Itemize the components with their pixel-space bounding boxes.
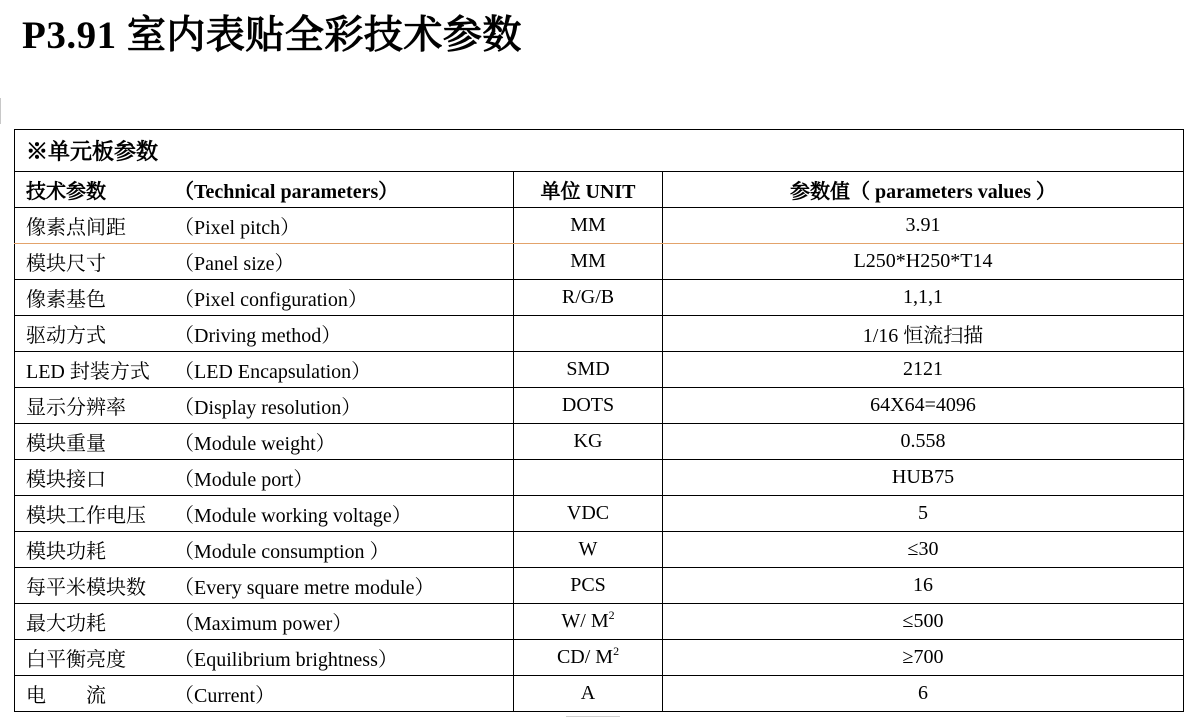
parameter-name-en: （Module consumption ） — [174, 541, 390, 563]
parameter-value: L250*H250*T14 — [663, 244, 1184, 280]
parameter-unit — [514, 604, 663, 640]
parameter-name-en: （Every square metre module） — [174, 577, 435, 599]
parameter-unit-text: VDC — [566, 502, 610, 524]
parameter-name — [15, 388, 514, 424]
header-value: 参数值（ parameters values ） — [663, 172, 1184, 208]
parameter-value: ≥700 — [663, 640, 1184, 676]
margin-mark — [1184, 388, 1185, 440]
parameter-unit-text: W — [578, 538, 598, 560]
parameter-name-cn: 电 流 — [26, 685, 106, 707]
parameter-unit-text: PCS — [570, 574, 606, 596]
header-unit: 单位 UNIT — [514, 172, 663, 208]
parameter-value: 2121 — [663, 352, 1184, 388]
table-row — [15, 388, 1184, 424]
parameter-name-en: （Module port） — [174, 469, 314, 491]
parameter-unit-text: CD/ M — [556, 646, 614, 668]
table-row — [15, 532, 1184, 568]
parameter-name-cn: 模块功耗 — [26, 541, 106, 563]
parameter-unit — [514, 640, 663, 676]
parameter-unit — [514, 496, 663, 532]
header-parameter-cn: 技术参数 — [26, 181, 106, 203]
parameter-name — [15, 568, 514, 604]
parameter-value: 6 — [663, 676, 1184, 712]
parameter-unit — [514, 316, 663, 352]
parameter-unit-text: A — [580, 682, 596, 704]
parameter-unit-text: SMD — [566, 358, 610, 380]
parameter-name-cn: 显示分辨率 — [26, 397, 126, 419]
parameter-name — [15, 280, 514, 316]
table-row — [15, 352, 1184, 388]
page-title: P3.91 室内表贴全彩技术参数 — [22, 14, 522, 57]
parameter-name-cn: 驱动方式 — [26, 325, 106, 347]
parameter-value: 1/16 恒流扫描 — [663, 316, 1184, 352]
parameter-name-cn: 模块尺寸 — [26, 253, 106, 275]
parameter-name — [15, 496, 514, 532]
unit-superscript: 2 — [613, 644, 620, 658]
parameter-unit — [514, 280, 663, 316]
table-row — [15, 676, 1184, 712]
table-row — [15, 568, 1184, 604]
unit-superscript: 2 — [608, 608, 615, 622]
parameter-name-cn: 模块工作电压 — [26, 505, 146, 527]
parameter-unit-text: W/ M — [561, 610, 609, 632]
table-row — [15, 244, 1184, 280]
parameter-name — [15, 424, 514, 460]
parameter-name-en: （Pixel configuration） — [174, 289, 368, 311]
parameter-unit — [514, 568, 663, 604]
parameter-name-en: （Display resolution） — [174, 397, 362, 419]
parameter-unit-text: R/G/B — [561, 286, 615, 308]
table-row — [15, 424, 1184, 460]
table-row — [15, 460, 1184, 496]
parameter-name-en: （Equilibrium brightness） — [174, 649, 398, 671]
parameter-value: 16 — [663, 568, 1184, 604]
parameter-value: 3.91 — [663, 208, 1184, 244]
table-row — [15, 316, 1184, 352]
parameter-name-en: （Module working voltage） — [174, 505, 412, 527]
parameter-unit — [514, 388, 663, 424]
parameter-name-en: （Driving method） — [174, 325, 342, 347]
highlight-line — [14, 243, 1183, 244]
parameter-name-en: （Maximum power） — [174, 613, 353, 635]
table-row — [15, 604, 1184, 640]
table-row — [15, 280, 1184, 316]
parameter-name-cn: 像素点间距 — [26, 217, 126, 239]
header-parameter-en: （Technical parameters） — [174, 181, 399, 203]
parameter-value: 5 — [663, 496, 1184, 532]
spec-table — [14, 129, 1184, 712]
parameter-name — [15, 244, 514, 280]
parameter-name — [15, 352, 514, 388]
section-title: ※单元板参数 — [15, 130, 1184, 172]
parameter-name-cn: 最大功耗 — [26, 613, 106, 635]
parameter-unit-text: MM — [570, 250, 606, 272]
parameter-name-cn: 每平米模块数 — [26, 577, 146, 599]
parameter-name-cn: 模块重量 — [26, 433, 106, 455]
parameter-name — [15, 208, 514, 244]
parameter-name-en: （Panel size） — [174, 253, 295, 275]
margin-mark — [566, 716, 620, 717]
parameter-name — [15, 460, 514, 496]
parameter-name-cn: LED 封装方式 — [26, 361, 150, 383]
parameter-unit — [514, 208, 663, 244]
parameter-unit — [514, 532, 663, 568]
parameter-unit — [514, 676, 663, 712]
parameter-value: 1,1,1 — [663, 280, 1184, 316]
table-row — [15, 208, 1184, 244]
parameter-name-cn: 像素基色 — [26, 289, 106, 311]
parameter-name — [15, 316, 514, 352]
header-parameter — [15, 172, 514, 208]
parameter-value: HUB75 — [663, 460, 1184, 496]
parameter-name-en: （Module weight） — [174, 433, 336, 455]
parameter-name-cn: 白平衡亮度 — [26, 649, 126, 671]
parameter-unit — [514, 244, 663, 280]
parameter-value: 64X64=4096 — [663, 388, 1184, 424]
parameter-unit — [514, 460, 663, 496]
parameter-value: ≤30 — [663, 532, 1184, 568]
parameter-unit-text: KG — [573, 430, 603, 452]
parameter-name — [15, 676, 514, 712]
parameter-name — [15, 604, 514, 640]
parameter-name-en: （Current） — [174, 685, 276, 707]
parameter-unit — [514, 352, 663, 388]
parameter-name — [15, 640, 514, 676]
parameter-name — [15, 532, 514, 568]
parameter-name-en: （Pixel pitch） — [174, 217, 301, 239]
section-header-row — [15, 130, 1184, 172]
parameter-value: 0.558 — [663, 424, 1184, 460]
parameter-unit-text: DOTS — [561, 394, 615, 416]
parameter-unit — [514, 424, 663, 460]
table-header-row — [15, 172, 1184, 208]
parameter-name-en: （LED Encapsulation） — [174, 361, 372, 383]
parameter-value: ≤500 — [663, 604, 1184, 640]
parameter-name-cn: 模块接口 — [26, 469, 106, 491]
table-row — [15, 496, 1184, 532]
parameter-unit-text: MM — [570, 214, 606, 236]
table-row — [15, 640, 1184, 676]
margin-mark — [0, 98, 1, 124]
